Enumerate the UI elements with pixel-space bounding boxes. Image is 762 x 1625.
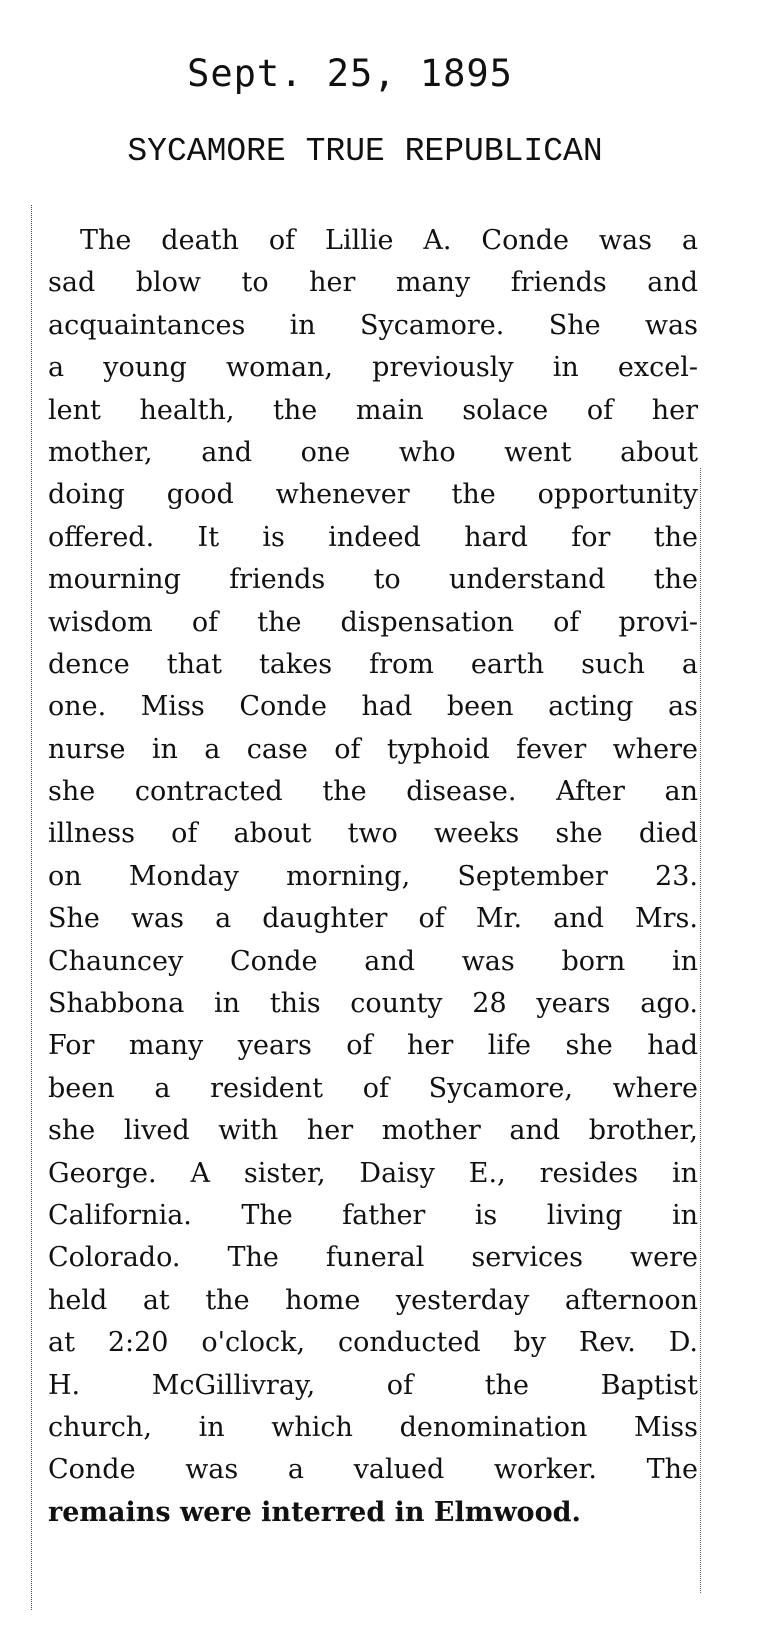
article-line: wisdom of the dispensation of provi- (48, 606, 698, 638)
article-line: doing good whenever the opportunity (48, 479, 698, 511)
article-line: George. A sister, Daisy E., resides in (48, 1157, 698, 1189)
article-line: a young woman, previously in excel- (48, 352, 698, 384)
article-line: Conde was a valued worker. The (48, 1454, 698, 1486)
clipping-date: Sept. 25, 1895 (187, 52, 513, 95)
column-rule-right (700, 468, 701, 1593)
article-line: H. McGillivray, of the Baptist (48, 1369, 698, 1401)
article-line: she lived with her mother and brother, (48, 1115, 698, 1147)
article-line: California. The father is living in (48, 1199, 698, 1231)
article-line: sad blow to her many friends and (48, 267, 698, 299)
article-line: illness of about two weeks she died (48, 818, 698, 850)
article-line: lent health, the main solace of her (48, 394, 698, 426)
article-line: mother, and one who went about (48, 436, 698, 468)
obituary-article (48, 220, 698, 1534)
article-line: church, in which denomination Miss (48, 1411, 698, 1443)
newspaper-name: SYCAMORE TRUE REPUBLICAN (127, 133, 603, 170)
article-line: Shabbona in this county 28 years ago. (48, 988, 698, 1020)
article-line: nurse in a case of typhoid fever where (48, 733, 698, 765)
article-line: she contracted the disease. After an (48, 776, 698, 808)
article-line: offered. It is indeed hard for the (48, 521, 698, 553)
article-line: For many years of her life she had (48, 1030, 698, 1062)
article-line: Colorado. The funeral services were (48, 1242, 698, 1274)
article-line: Chauncey Conde and was born in (48, 945, 698, 977)
article-line: one. Miss Conde had been acting as (48, 691, 698, 723)
article-line: dence that takes from earth such a (48, 648, 698, 680)
column-rule-left (31, 205, 32, 1610)
article-line: been a resident of Sycamore, where (48, 1072, 698, 1104)
article-line: The death of Lillie A. Conde was a (80, 225, 698, 256)
article-line: at 2:20 o'clock, conducted by Rev. D. (48, 1327, 698, 1359)
article-line: held at the home yesterday afternoon (48, 1284, 698, 1316)
article-line: mourning friends to understand the (48, 564, 698, 596)
article-line: She was a daughter of Mr. and Mrs. (48, 903, 698, 935)
article-line: on Monday morning, September 23. (48, 860, 698, 892)
article-line: remains were interred in Elmwood. (48, 1496, 581, 1528)
article-line: acquaintances in Sycamore. She was (48, 309, 698, 341)
